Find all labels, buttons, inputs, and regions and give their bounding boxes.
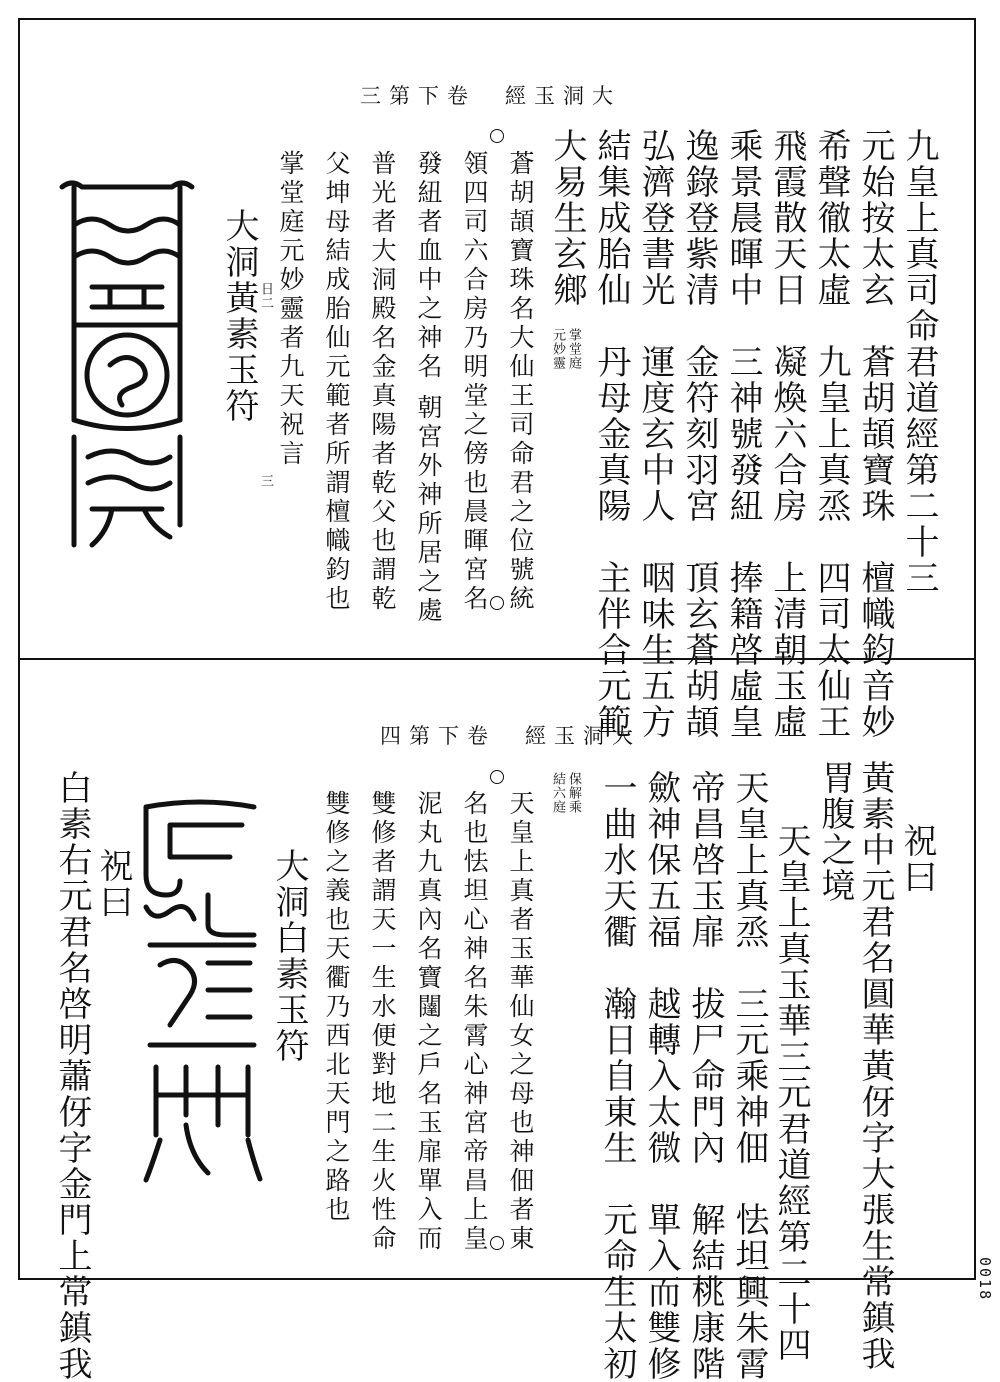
top-commentary-line-4: 普光者大洞殿名金真陽者乾父也謂乾 (368, 150, 397, 614)
bottom-verse-line-4: 一曲水天衢 瀚日自東生 元命生太初 (597, 770, 637, 1382)
top-commentary-line-1: 蒼胡頡寶珠名大仙王司命君之位號統 (506, 150, 535, 614)
top-small-note-2: 元妙靈 (550, 328, 565, 370)
bottom-commentary-line-1: 天皇上真者玉華仙女之母也神佃者東 (506, 790, 535, 1254)
talisman-glyph-icon (52, 175, 202, 555)
bottom-commentary-marker (490, 770, 504, 784)
top-verse-line-8: 大易生玄鄉 (547, 128, 587, 308)
top-verse-line-6: 弘濟登書光 運度玄中人 咽味生五方 (635, 128, 675, 740)
top-verse-line-7: 結集成胎仙 丹母金真陽 主伴合元範 (591, 128, 631, 740)
bottom-commentary-line-2: 名也怯坦心神名朱霄心神宮帝昌上皇 (460, 790, 489, 1254)
bottom-zhu-label: 祝曰 (897, 823, 937, 895)
bottom-zhu-text-1: 黃素中元君名圓華黃伢字大張生常鎮我 (855, 760, 895, 1372)
top-verse-line-2: 希聲徹太虛 九皇上真烝 四司太仙王 (811, 128, 851, 740)
top-commentary-line-5: 父坤母結成胎仙元範者所謂檀幟鈞也 (322, 150, 351, 614)
bottom-talisman-title: 大洞白素玉符 (269, 848, 309, 1064)
bottom-zhu2-label: 祝曰 (93, 848, 133, 920)
bottom-commentary-line-4: 雙修者謂天一生水便對地二生火性命 (368, 790, 397, 1254)
bottom-running-header: 四第下卷 經玉洞大 (380, 724, 641, 748)
bottom-commentary-line-3: 泥丸九真內名寶闥之戶名玉扉單入而 (414, 790, 443, 1254)
bottom-verse-line-2: 帝昌啓玉扉 拔尸命門內 解結桃康階 (685, 770, 725, 1382)
bottom-verse-line-3: 歛神保五福 越轉入太微 單入而雙修 (641, 770, 681, 1382)
top-chapter-title: 九皇上真司命君道經第二十三 (899, 128, 939, 596)
bottom-small-note-1: 保解乘 (566, 772, 581, 814)
talisman-glyph-icon (130, 795, 270, 1185)
top-verse-line-4: 乘景晨暉中 三神號發紐 捧籍啓虛皇 (723, 128, 763, 740)
top-commentary-marker (490, 129, 504, 143)
top-small-note-1: 掌堂庭 (566, 328, 581, 370)
top-verse-line-5: 逸錄登紫清 金符刻羽宮 頂玄蒼胡頡 (679, 128, 719, 740)
bottom-small-note-2: 結六庭 (550, 772, 565, 814)
bottom-zhu-text-2: 胃腹之境 (815, 760, 855, 904)
page-number: 0018 (976, 1256, 994, 1301)
top-commentary-line-2: 領四司六合房乃明堂之傍也晨暉宮名 (460, 150, 489, 614)
top-talisman-note-2: 三 (258, 474, 273, 488)
top-verse-line-1: 元始按太玄 蒼胡頡寶珠 檀幟鈞音妙 (855, 128, 895, 740)
bottom-commentary-line-5: 雙修之義也天衢乃西北天門之路也 (322, 790, 351, 1225)
bottom-zhu2-text: 白素右元君名啓明蕭伢字金門上常鎮我 (52, 770, 92, 1382)
top-running-header: 三第下卷 經玉洞大 (360, 84, 621, 108)
top-talisman-title: 大洞黃素玉符 (219, 208, 259, 424)
top-commentary-line-6: 掌堂庭元妙靈者九天祝言 (276, 150, 305, 469)
bottom-verse-line-1: 天皇上真烝 三元乘神佃 怯坦興朱霄 (729, 770, 769, 1382)
top-commentary-line-3: 發紐者血中之神名 朝宮外神所居之處 (414, 150, 443, 626)
top-talisman-note: 日二 (258, 282, 273, 310)
top-commentary-marker (490, 596, 504, 610)
bottom-chapter-title: 天皇上真玉華三元君道經第二十四 (771, 823, 811, 1363)
bottom-commentary-marker (490, 1236, 504, 1250)
top-verse-line-3: 飛霞散天日 凝煥六合房 上清朝玉虛 (767, 128, 807, 740)
